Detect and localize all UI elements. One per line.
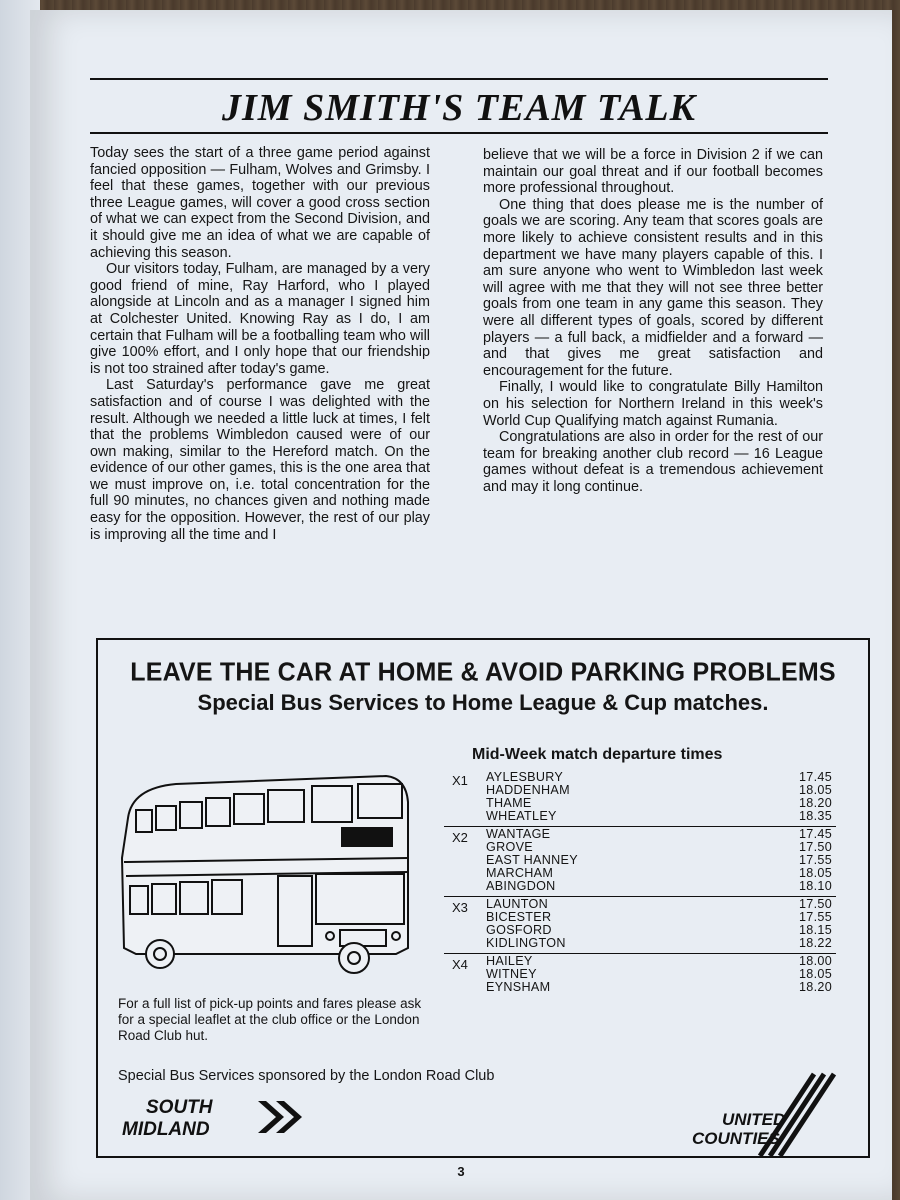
stop-name: EYNSHAM [486,980,551,994]
departure-time: 17.45 [798,827,832,841]
timetable-row [444,810,836,823]
departure-time: 18.00 [798,954,832,968]
title-rule-bottom [90,132,828,134]
paragraph: Finally, I would like to congratulate Billy Hamilton on his selection for Northern Ireland in this week's World Cup Qualifying match against Rumania. [483,379,823,429]
departure-time: 18.15 [798,923,832,937]
route-block [444,897,836,954]
stop-name: ABINGDON [486,879,556,893]
stop-name: BICESTER [486,910,552,924]
departure-time: 18.05 [798,866,832,880]
advert-subheadline: Special Bus Services to Home League & Cup matches. [197,690,769,715]
departure-time: 18.22 [798,936,832,950]
departure-time: 17.50 [798,897,832,911]
route-code: X4 [452,957,468,972]
united-counties-logo-line1: UNITED [722,1110,786,1129]
departure-time: 18.05 [798,783,832,797]
departure-time: 17.55 [798,853,832,867]
south-midland-logo-line1: SOUTH [146,1097,213,1118]
stop-name: HAILEY [486,954,533,968]
timetable-row [444,880,836,893]
stop-name: WANTAGE [486,827,551,841]
paragraph: One thing that does please me is the number of goals we are scoring. Any team that scores goals are more likely to achieve consistent results and in this department we have many players capable of this. I am sure anyone who went to Wimbledon last week will agree with me that they will not see three better goals from one team in any game this season. They were all different types of goals, scored by different players — a full back, a midfielder and a forward — and that gives me great satisfaction and encouragement for the future. [483,196,823,379]
departures-title: Mid-Week match departure times [472,746,723,763]
timetable-row [444,937,836,950]
stop-name: HADDENHAM [486,783,570,797]
stop-name: KIDLINGTON [486,936,566,950]
programme-page [30,10,892,1200]
departure-time: 17.50 [798,840,832,854]
title-rule-top [90,78,828,80]
timetable-row [444,981,836,994]
departure-time: 17.55 [798,910,832,924]
south-midland-logo-line2: MIDLAND [122,1119,210,1139]
double-decker-bus-illustration [116,758,416,978]
route-block [444,827,836,897]
departure-time: 18.35 [798,809,832,823]
departure-time: 18.10 [798,879,832,893]
route-block [444,954,836,997]
article-column-right [483,147,823,495]
article-title: JIM SMITH'S TEAM TALK [222,87,696,129]
paragraph: Congratulations are also in order for the rest of our team for breaking another club record — 16 League games without defeat is a tremendous achievement and may it long continue. [483,429,823,495]
page-number: 3 [457,1164,465,1179]
leaflet-note: For a full list of pick-up points and fares please ask for a special leaflet at the club office or the London Road Club hut. [118,996,422,1043]
united-counties-logo-line2: COUNTIES [692,1129,780,1148]
stop-name: MARCHAM [486,866,554,880]
stop-name: AYLESBURY [486,770,564,784]
route-block [444,770,836,827]
departure-time: 18.20 [798,796,832,810]
stop-name: WITNEY [486,967,537,981]
united-counties-logo [688,1070,838,1160]
paragraph: Last Saturday's performance gave me great satisfaction and of course I was delighted with the result. Although we needed a little luck at times, I felt that the problems Wimbledon caused were of our own making, similar to the Hereford match. On the evidence of our other games, this is the one area that we must improve on, i.e. total concentration for the full 90 minutes, no chances given and nothing made easy for the opposition. However, the rest of our play is improving all the time and I [90,377,430,543]
stop-name: WHEATLEY [486,809,557,823]
departure-time: 17.45 [798,770,832,784]
bus-service-advert [96,638,870,1158]
stop-name: EAST HANNEY [486,853,578,867]
paragraph: Our visitors today, Fulham, are managed by a very good friend of mine, Ray Harford, who I played alongside at Lincoln and as a manager I signed him at Colchester United. Knowing Ray as I do, I am certain that Fulham will be a footballing team who will give 100% effort, and I only hope that our friendship is not too strained after today's game. [90,261,430,377]
route-code: X2 [452,830,468,845]
article-column-left [90,145,430,543]
departure-timetable [444,770,836,997]
stop-name: GROVE [486,840,533,854]
route-code: X1 [452,773,468,788]
paragraph: believe that we will be a force in Division 2 if we can maintain our goal threat and if our football becomes more professional throughout. [483,147,823,197]
departure-time: 18.20 [798,980,832,994]
advert-headline: LEAVE THE CAR AT HOME & AVOID PARKING PROBLEMS [130,657,836,687]
stop-name: THAME [486,796,532,810]
stop-name: GOSFORD [486,923,552,937]
route-code: X3 [452,900,468,915]
departure-time: 18.05 [798,967,832,981]
paragraph: Today sees the start of a three game period against fancied opposition — Fulham, Wolves and Grimsby. I feel that these games, together with our previous three League games, will cover a good cross section of what we can expect from the Second Division, and it should give me an idea of what we are capable of achieving this season. [90,145,430,261]
stop-name: LAUNTON [486,897,549,911]
south-midland-logo [120,1093,310,1139]
sponsor-line: Special Bus Services sponsored by the London Road Club [118,1068,495,1084]
